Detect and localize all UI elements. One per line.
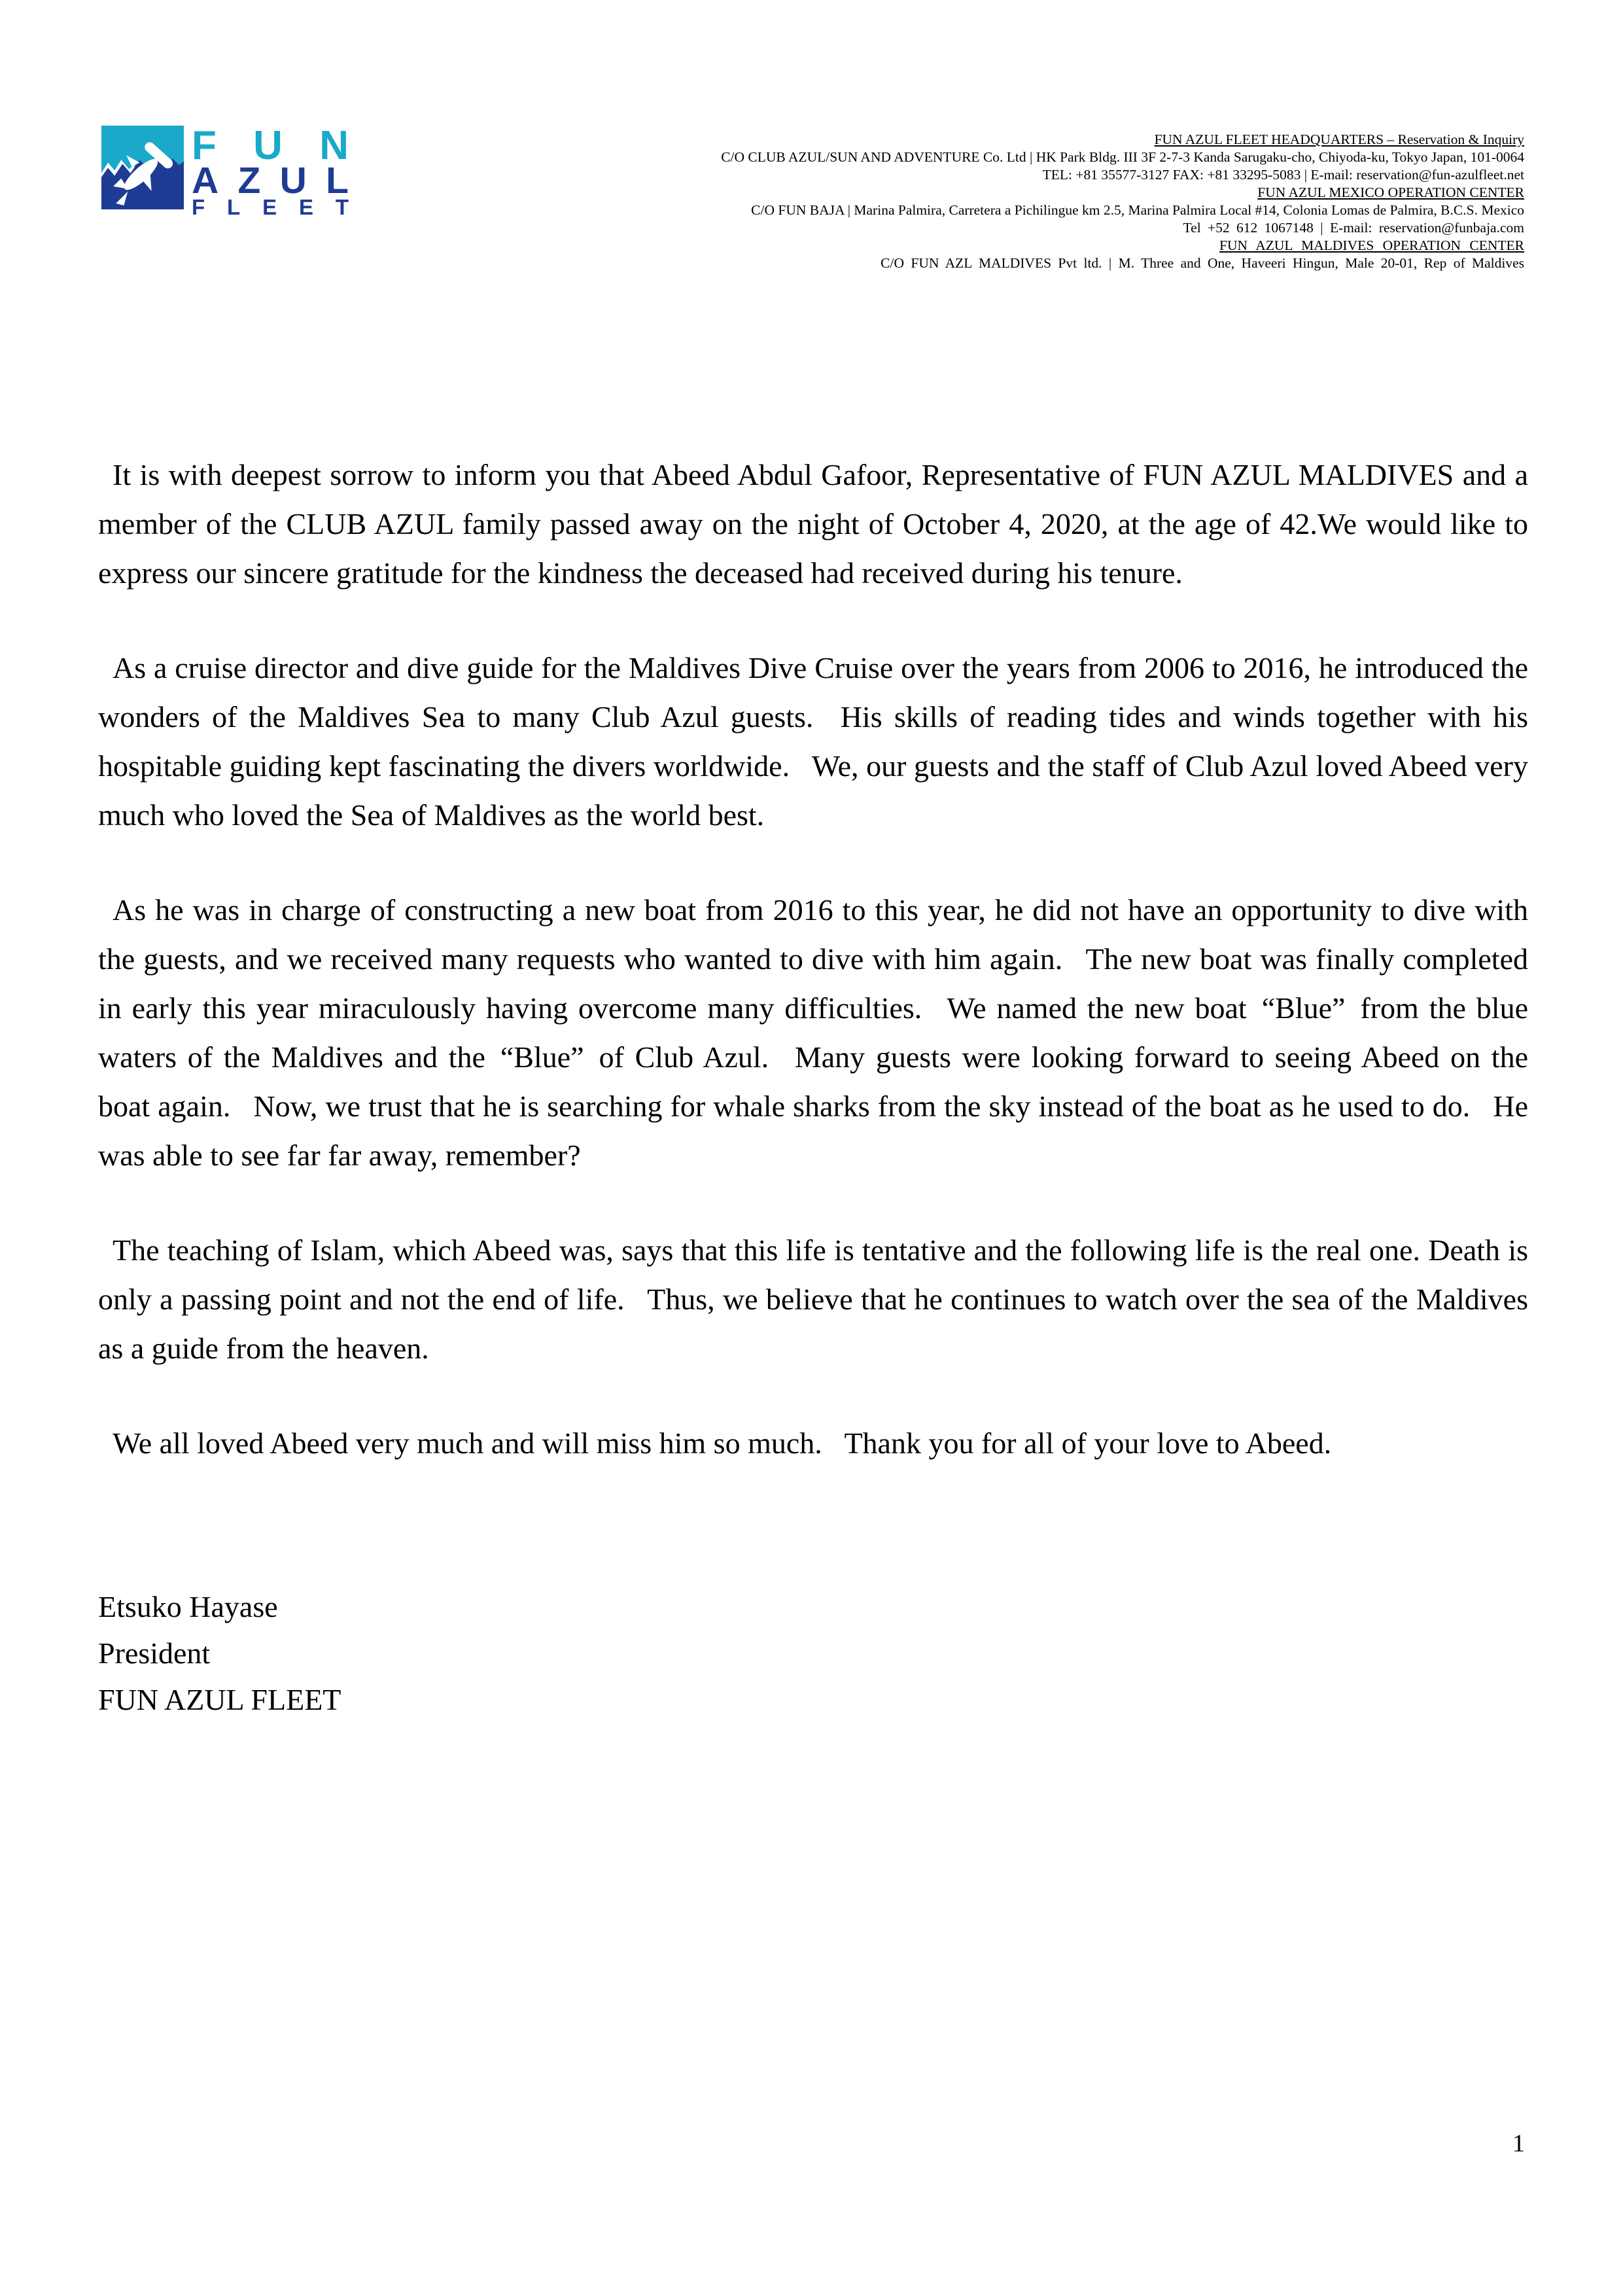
- paragraph-teaching-of-islam: The teaching of Islam, which Abeed was, says that this life is tentative and the following life is the real one. Death is only a passing point and not the end of life. Thus, we believe that he continues to watch over the sea of the Maldives as a guide from the heaven.: [98, 1233, 1528, 1365]
- signature-block: [98, 1583, 341, 1723]
- letter-body: [98, 450, 1528, 1468]
- fun-azul-fleet-logo: [101, 123, 350, 219]
- maldives-center-address: C/O FUN AZL MALDIVES Pvt ltd. | M. Three and One, Haveeri Hingun, Male 20-01, Rep of Maldives: [881, 255, 1524, 271]
- headquarters-tel-fax-email: TEL: +81 35577-3127 FAX: +81 33295-5083 | E-mail: reservation@fun-azulfleet.net: [1042, 167, 1524, 183]
- headquarters-address: C/O CLUB AZUL/SUN AND ADVENTURE Co. Ltd | HK Park Bldg. III 3F 2-7-3 Kanda Sarugaku-cho, Chiyoda-ku, Tokyo Japan, 101-0064: [721, 149, 1524, 165]
- logo-word-fleet: F L E E T: [192, 195, 349, 219]
- mexico-center-tel-email: Tel +52 612 1067148 | E-mail: reservation@funbaja.com: [1183, 220, 1524, 236]
- page-number: 1: [1512, 2130, 1525, 2157]
- logo-word-fun: F U N: [192, 123, 349, 168]
- paragraph-cruise-director: As a cruise director and dive guide for the Maldives Dive Cruise over the years from 2006 to 2016, he introduced the wonders of the Maldives Sea to many Club Azul guests. His skills of reading tides and winds together with his hospitable guiding kept fascinating the divers worldwide. We, our guests and the staff of Club Azul loved Abeed very much who loved the Sea of Maldives as the world best.: [98, 651, 1528, 832]
- paragraph-new-boat-blue: As he was in charge of constructing a new boat from 2016 to this year, he did not have an opportunity to dive with the guests, and we received many requests who wanted to dive with him again. The new boat was finally completed in early this year miraculously having overcome many difficulties. We named the new boat “Blue” from the blue waters of the Maldives and the “Blue” of Club Azul. Many guests were looking forward to seeing Abeed on the boat again. Now, we trust that he is searching for whale sharks from the sky instead of the boat as he used to do. He was able to see far far away, remember?: [98, 893, 1528, 1172]
- header-contact-block: [543, 131, 1524, 272]
- signature-company: FUN AZUL FLEET: [98, 1683, 341, 1716]
- logo-wordmark: [192, 123, 349, 219]
- mexico-center-address: C/O FUN BAJA | Marina Palmira, Carretera a Pichilingue km 2.5, Marina Palmira Local #14, Colonia Lomas de Palmira, B.C.S. Mexico: [751, 202, 1524, 218]
- headquarters-heading: FUN AZUL FLEET HEADQUARTERS – Reservation & Inquiry: [1154, 132, 1524, 147]
- mexico-center-heading: FUN AZUL MEXICO OPERATION CENTER: [1257, 185, 1524, 200]
- signature-name: Etsuko Hayase: [98, 1590, 278, 1623]
- signature-title: President: [98, 1636, 211, 1670]
- hammerhead-shark-logo-icon: [101, 126, 184, 209]
- maldives-center-heading: FUN AZUL MALDIVES OPERATION CENTER: [1219, 238, 1524, 253]
- paragraph-farewell: We all loved Abeed very much and will miss him so much. Thank you for all of your love to Abeed.: [113, 1426, 1332, 1460]
- paragraph-announcement: It is with deepest sorrow to inform you that Abeed Abdul Gafoor, Representative of FUN AZUL MALDIVES and a member of the CLUB AZUL family passed away on the night of October 4, 2020, at the age of 42.We would like to express our sincere gratitude for the kindness the deceased had received during his tenure.: [98, 458, 1528, 590]
- logo-word-azul: A Z U L: [192, 160, 349, 202]
